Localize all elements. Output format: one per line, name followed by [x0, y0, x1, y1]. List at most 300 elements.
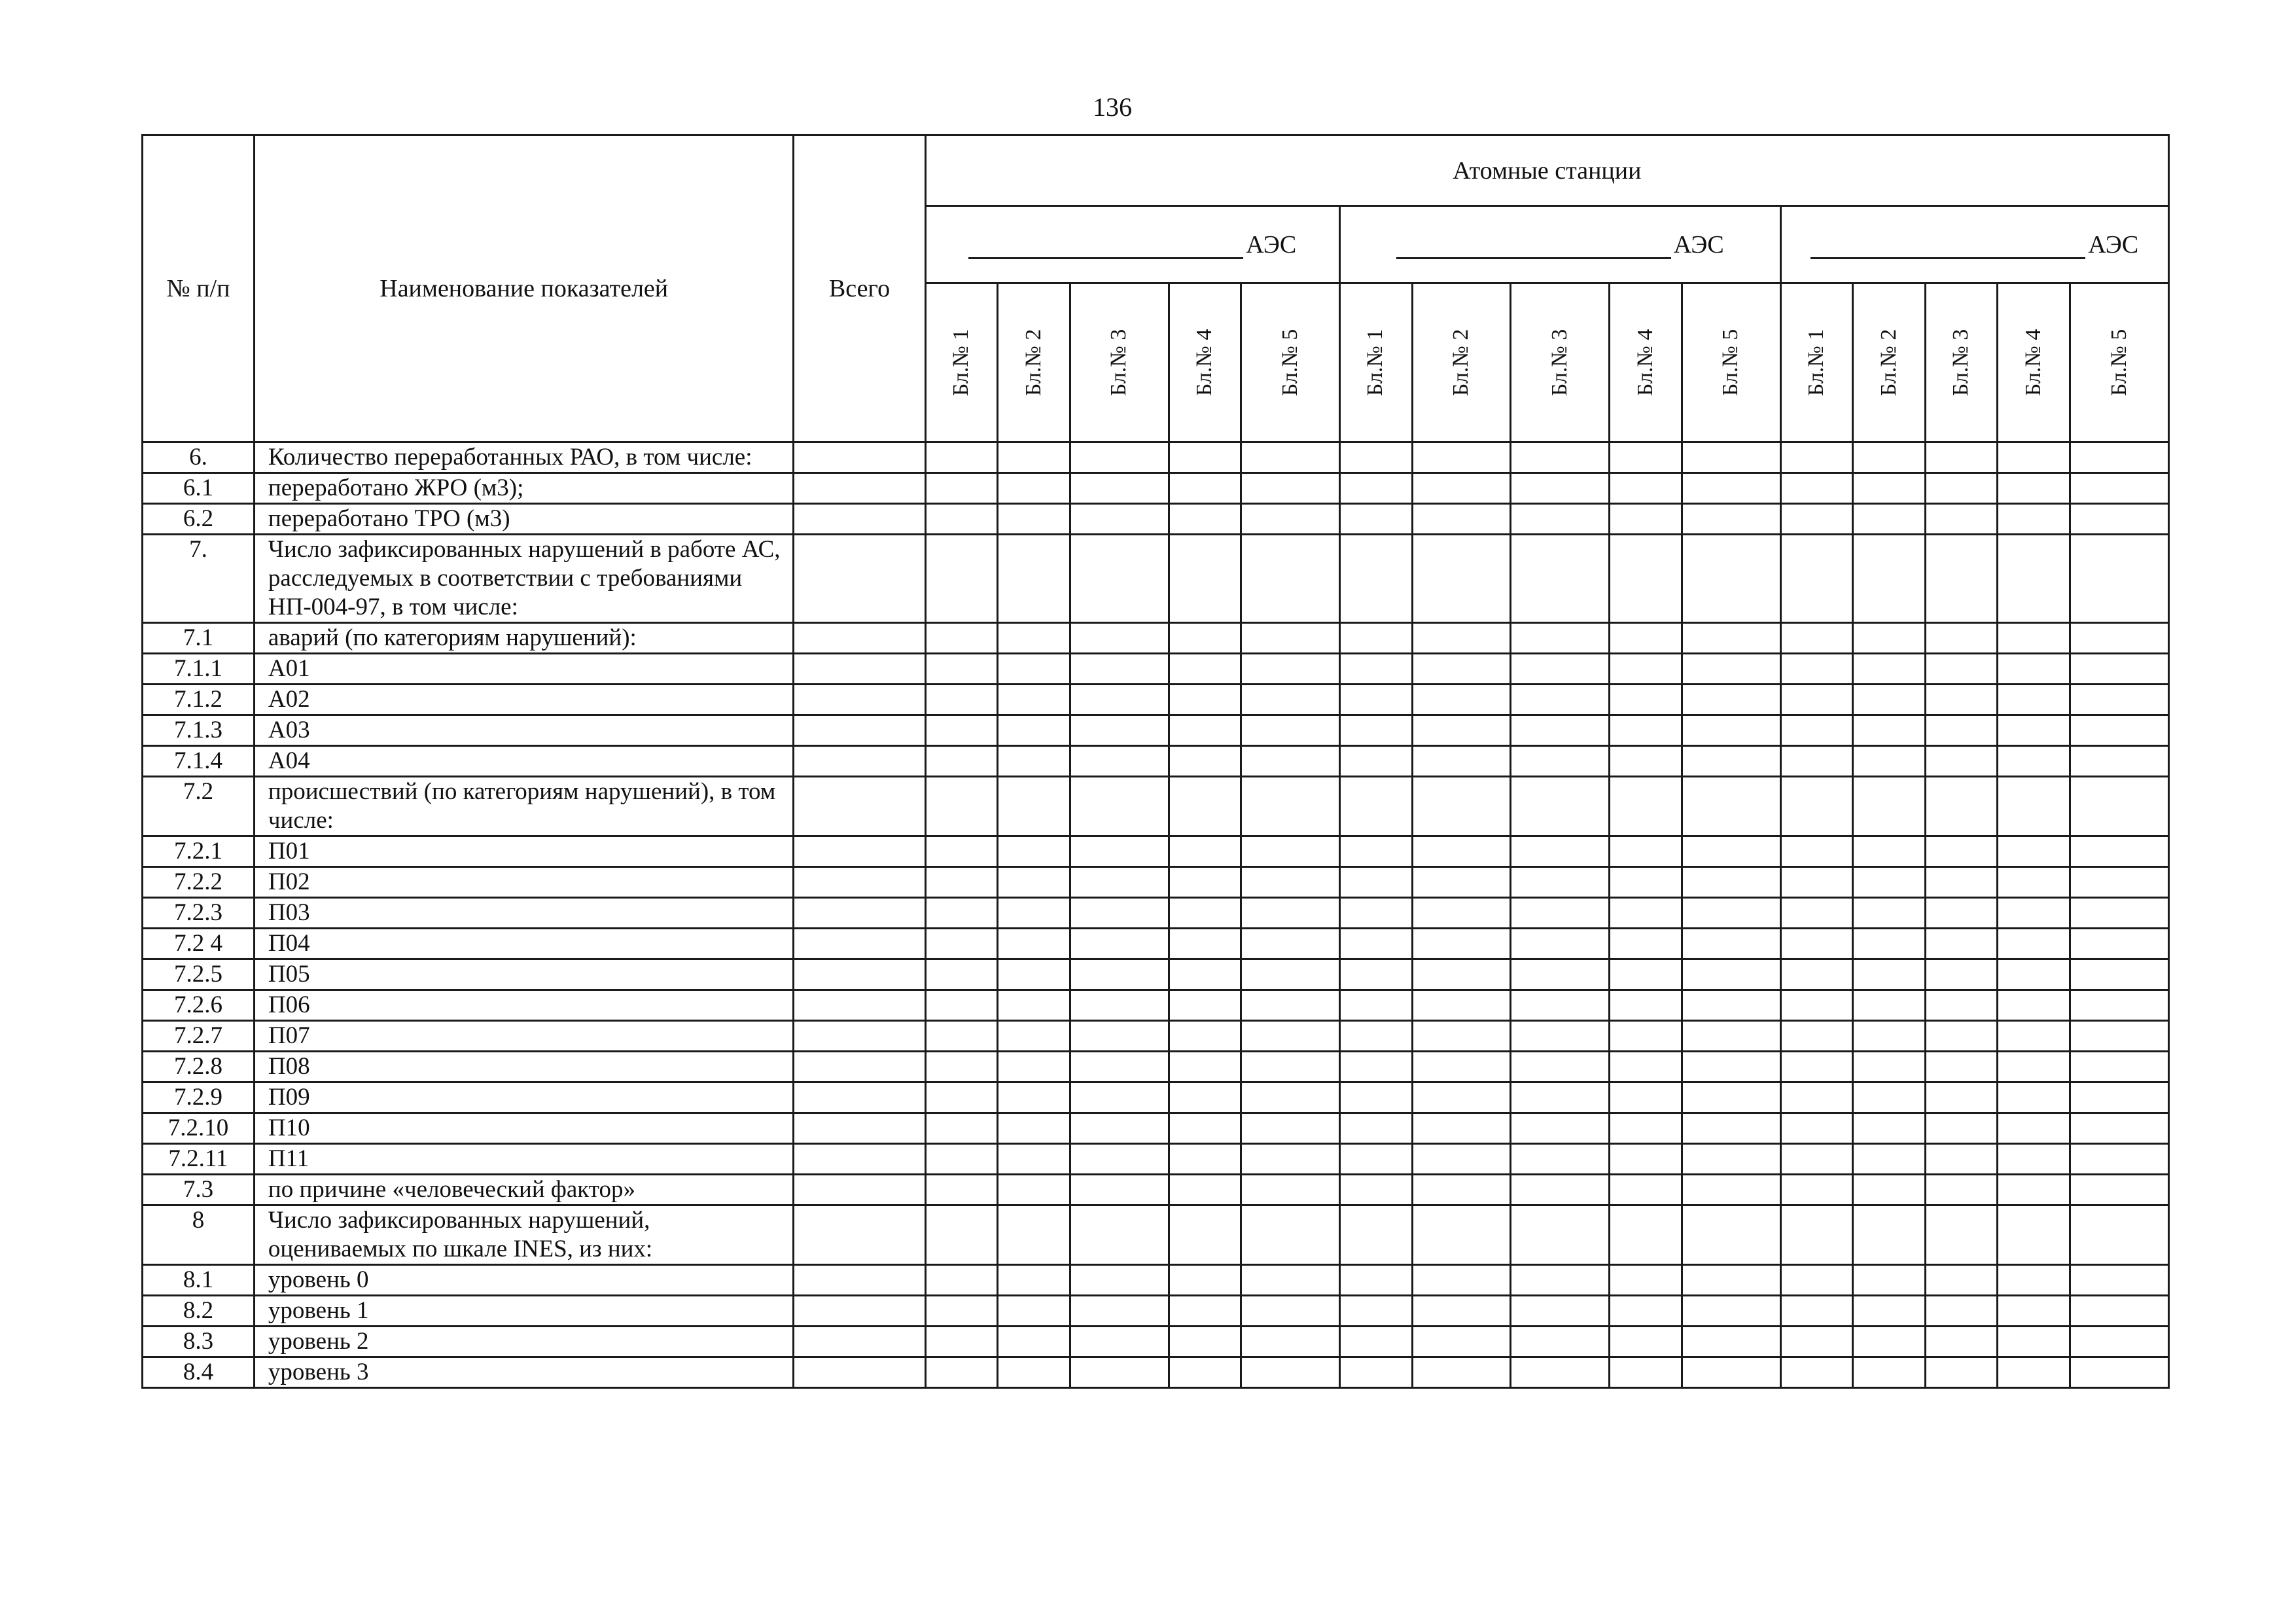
unit-value-cell — [1610, 867, 1682, 898]
unit-value-cell — [1780, 746, 1853, 777]
page-number: 136 — [1093, 92, 1132, 122]
unit-value-cell — [1070, 867, 1169, 898]
unit-value-cell — [1070, 623, 1169, 654]
unit-header — [1610, 283, 1682, 442]
unit-value-cell — [1610, 836, 1682, 867]
unit-value-cell — [1511, 1144, 1610, 1175]
unit-value-cell — [2070, 1113, 2168, 1144]
unit-value-cell — [925, 623, 998, 654]
header-total: Всего — [794, 135, 925, 442]
unit-value-cell — [1682, 1144, 1780, 1175]
unit-value-cell — [1925, 1175, 1998, 1205]
row-number: 8.3 — [143, 1327, 255, 1357]
total-value-cell — [794, 1082, 925, 1113]
unit-value-cell — [998, 777, 1070, 836]
unit-label: Бл.№ 4 — [1192, 329, 1217, 397]
unit-header — [925, 283, 998, 442]
unit-value-cell — [1070, 1205, 1169, 1265]
unit-value-cell — [1610, 1144, 1682, 1175]
table-row — [143, 504, 2169, 535]
unit-value-cell — [998, 1205, 1070, 1265]
row-indicator-name: уровень 2 — [254, 1327, 794, 1357]
unit-label: Бл.№ 5 — [1278, 329, 1303, 397]
unit-header — [1511, 283, 1610, 442]
unit-value-cell — [1925, 1296, 1998, 1327]
unit-value-cell — [998, 746, 1070, 777]
unit-value-cell — [1853, 1021, 1926, 1052]
unit-label: Бл.№ 2 — [1876, 329, 1901, 397]
unit-value-cell — [1339, 1082, 1412, 1113]
unit-value-cell — [2070, 1082, 2168, 1113]
unit-value-cell — [1339, 929, 1412, 959]
row-number: 7.2.5 — [143, 959, 255, 990]
unit-value-cell — [1853, 1082, 1926, 1113]
unit-value-cell — [1853, 654, 1926, 685]
unit-value-cell — [1998, 1113, 2070, 1144]
total-value-cell — [794, 1144, 925, 1175]
unit-value-cell — [1682, 1052, 1780, 1082]
unit-value-cell — [1998, 623, 2070, 654]
row-indicator-name: Число зафиксированных нарушений в работе АС, расследуемых в соответствии с требованиями НП-004-97, в том числе: — [254, 535, 794, 623]
row-number: 8 — [143, 1205, 255, 1265]
row-number: 6.2 — [143, 504, 255, 535]
unit-value-cell — [1998, 867, 2070, 898]
unit-value-cell — [1925, 959, 1998, 990]
unit-value-cell — [1169, 623, 1241, 654]
unit-value-cell — [1412, 1144, 1511, 1175]
unit-value-cell — [1682, 535, 1780, 623]
unit-value-cell — [1070, 1021, 1169, 1052]
unit-value-cell — [1610, 898, 1682, 929]
unit-value-cell — [925, 898, 998, 929]
unit-value-cell — [1511, 1357, 1610, 1388]
unit-value-cell — [1925, 898, 1998, 929]
unit-value-cell — [1169, 1144, 1241, 1175]
unit-value-cell — [1925, 1265, 1998, 1296]
unit-value-cell — [1998, 504, 2070, 535]
unit-value-cell — [1780, 867, 1853, 898]
table-row — [143, 959, 2169, 990]
unit-value-cell — [1780, 1357, 1853, 1388]
unit-value-cell — [1853, 929, 1926, 959]
unit-value-cell — [1169, 473, 1241, 504]
table-row — [143, 654, 2169, 685]
unit-value-cell — [1925, 990, 1998, 1021]
unit-value-cell — [1511, 990, 1610, 1021]
unit-value-cell — [1511, 1113, 1610, 1144]
unit-value-cell — [2070, 898, 2168, 929]
unit-value-cell — [1610, 777, 1682, 836]
table-row — [143, 473, 2169, 504]
unit-value-cell — [2070, 746, 2168, 777]
unit-value-cell — [1998, 746, 2070, 777]
unit-value-cell — [925, 504, 998, 535]
unit-value-cell — [1780, 654, 1853, 685]
unit-value-cell — [1780, 1144, 1853, 1175]
unit-value-cell — [1610, 746, 1682, 777]
row-number: 7.2.2 — [143, 867, 255, 898]
unit-value-cell — [1511, 1082, 1610, 1113]
unit-value-cell — [1169, 1327, 1241, 1357]
unit-header — [1169, 283, 1241, 442]
unit-value-cell — [1339, 746, 1412, 777]
unit-value-cell — [925, 1265, 998, 1296]
unit-value-cell — [1241, 685, 1340, 715]
unit-value-cell — [1998, 959, 2070, 990]
unit-value-cell — [1412, 836, 1511, 867]
unit-label: Бл.№ 5 — [2106, 329, 2131, 397]
row-indicator-name: переработано ЖРО (м3); — [254, 473, 794, 504]
unit-value-cell — [1610, 1296, 1682, 1327]
unit-value-cell — [1339, 777, 1412, 836]
unit-value-cell — [1610, 535, 1682, 623]
unit-value-cell — [998, 715, 1070, 746]
unit-value-cell — [1412, 1052, 1511, 1082]
unit-value-cell — [1412, 777, 1511, 836]
row-indicator-name: П01 — [254, 836, 794, 867]
unit-value-cell — [1998, 715, 2070, 746]
unit-value-cell — [1339, 715, 1412, 746]
table-row — [143, 898, 2169, 929]
unit-value-cell — [1998, 777, 2070, 836]
unit-value-cell — [1070, 685, 1169, 715]
unit-value-cell — [2070, 929, 2168, 959]
unit-value-cell — [1241, 442, 1340, 473]
unit-value-cell — [1511, 715, 1610, 746]
table-row — [143, 746, 2169, 777]
unit-value-cell — [1780, 1021, 1853, 1052]
unit-value-cell — [1853, 990, 1926, 1021]
unit-value-cell — [1780, 1205, 1853, 1265]
unit-value-cell — [1070, 777, 1169, 836]
row-indicator-name: П10 — [254, 1113, 794, 1144]
total-value-cell — [794, 685, 925, 715]
unit-value-cell — [1241, 473, 1340, 504]
unit-value-cell — [998, 1175, 1070, 1205]
unit-value-cell — [1853, 1113, 1926, 1144]
unit-value-cell — [1998, 1082, 2070, 1113]
table-row — [143, 836, 2169, 867]
unit-value-cell — [925, 746, 998, 777]
unit-value-cell — [1998, 1205, 2070, 1265]
unit-value-cell — [1682, 867, 1780, 898]
table-row — [143, 1205, 2169, 1265]
unit-value-cell — [1169, 715, 1241, 746]
unit-value-cell — [925, 777, 998, 836]
unit-value-cell — [1070, 1265, 1169, 1296]
table-row — [143, 1052, 2169, 1082]
row-number: 8.4 — [143, 1357, 255, 1388]
unit-value-cell — [1339, 1265, 1412, 1296]
unit-value-cell — [1925, 473, 1998, 504]
unit-value-cell — [2070, 442, 2168, 473]
unit-value-cell — [1853, 623, 1926, 654]
unit-value-cell — [998, 535, 1070, 623]
unit-value-cell — [1412, 959, 1511, 990]
unit-value-cell — [1070, 836, 1169, 867]
unit-header — [1998, 283, 2070, 442]
unit-label: Бл.№ 4 — [2021, 329, 2046, 397]
station-name-2 — [1339, 206, 1780, 283]
unit-value-cell — [925, 654, 998, 685]
table-row — [143, 685, 2169, 715]
unit-value-cell — [925, 1144, 998, 1175]
row-indicator-name: П03 — [254, 898, 794, 929]
unit-value-cell — [1241, 929, 1340, 959]
unit-value-cell — [1925, 929, 1998, 959]
total-value-cell — [794, 836, 925, 867]
unit-value-cell — [1511, 1021, 1610, 1052]
unit-value-cell — [1169, 959, 1241, 990]
unit-value-cell — [925, 990, 998, 1021]
unit-value-cell — [1241, 777, 1340, 836]
table-row — [143, 623, 2169, 654]
total-value-cell — [794, 1021, 925, 1052]
unit-value-cell — [1339, 535, 1412, 623]
unit-value-cell — [1853, 715, 1926, 746]
unit-value-cell — [998, 1113, 1070, 1144]
unit-value-cell — [1780, 1113, 1853, 1144]
table-row — [143, 1021, 2169, 1052]
unit-value-cell — [1070, 929, 1169, 959]
unit-value-cell — [1169, 1357, 1241, 1388]
unit-value-cell — [1339, 959, 1412, 990]
unit-value-cell — [1070, 535, 1169, 623]
unit-value-cell — [1412, 504, 1511, 535]
row-number: 6. — [143, 442, 255, 473]
header-number: № п/п — [143, 135, 255, 442]
total-value-cell — [794, 1113, 925, 1144]
unit-value-cell — [998, 1265, 1070, 1296]
station-name-1 — [925, 206, 1339, 283]
unit-label: Бл.№ 3 — [1949, 329, 1973, 397]
header-indicator-name: Наименование показателей — [254, 135, 794, 442]
unit-value-cell — [1610, 1082, 1682, 1113]
unit-value-cell — [1412, 1265, 1511, 1296]
unit-value-cell — [1241, 715, 1340, 746]
table-row — [143, 1296, 2169, 1327]
station-name-blank — [1810, 235, 2085, 259]
indicators-table — [141, 134, 2170, 1389]
unit-value-cell — [1610, 715, 1682, 746]
unit-value-cell — [1780, 1327, 1853, 1357]
unit-value-cell — [1241, 1357, 1340, 1388]
unit-value-cell — [1998, 442, 2070, 473]
unit-value-cell — [1610, 685, 1682, 715]
unit-value-cell — [1610, 929, 1682, 959]
unit-value-cell — [1339, 623, 1412, 654]
row-indicator-name: П06 — [254, 990, 794, 1021]
unit-value-cell — [1853, 1052, 1926, 1082]
unit-value-cell — [1070, 1357, 1169, 1388]
row-number: 8.1 — [143, 1265, 255, 1296]
total-value-cell — [794, 898, 925, 929]
row-number: 7.2.7 — [143, 1021, 255, 1052]
unit-value-cell — [1998, 1327, 2070, 1357]
unit-value-cell — [1511, 1327, 1610, 1357]
unit-value-cell — [1780, 929, 1853, 959]
total-value-cell — [794, 1296, 925, 1327]
unit-value-cell — [998, 959, 1070, 990]
unit-value-cell — [1169, 504, 1241, 535]
unit-value-cell — [1925, 504, 1998, 535]
unit-value-cell — [1511, 1296, 1610, 1327]
unit-value-cell — [1511, 929, 1610, 959]
unit-value-cell — [1610, 1175, 1682, 1205]
unit-value-cell — [1412, 867, 1511, 898]
unit-value-cell — [1241, 1113, 1340, 1144]
unit-value-cell — [1412, 685, 1511, 715]
unit-value-cell — [1780, 898, 1853, 929]
unit-value-cell — [1610, 1205, 1682, 1265]
unit-value-cell — [1925, 1327, 1998, 1357]
row-number: 7.1.1 — [143, 654, 255, 685]
unit-value-cell — [1070, 504, 1169, 535]
unit-value-cell — [1853, 867, 1926, 898]
unit-value-cell — [1998, 1175, 2070, 1205]
unit-value-cell — [1998, 1296, 2070, 1327]
row-number: 7.2.10 — [143, 1113, 255, 1144]
row-number: 8.2 — [143, 1296, 255, 1327]
unit-value-cell — [925, 1296, 998, 1327]
unit-value-cell — [1610, 1021, 1682, 1052]
unit-value-cell — [1339, 1357, 1412, 1388]
unit-value-cell — [1780, 535, 1853, 623]
unit-value-cell — [1925, 715, 1998, 746]
unit-value-cell — [998, 1296, 1070, 1327]
row-indicator-name: П11 — [254, 1144, 794, 1175]
unit-value-cell — [1780, 836, 1853, 867]
row-indicator-name: уровень 3 — [254, 1357, 794, 1388]
unit-value-cell — [1169, 867, 1241, 898]
unit-value-cell — [1241, 746, 1340, 777]
row-indicator-name: П08 — [254, 1052, 794, 1082]
unit-value-cell — [1241, 867, 1340, 898]
unit-value-cell — [998, 898, 1070, 929]
unit-value-cell — [1339, 867, 1412, 898]
unit-value-cell — [998, 867, 1070, 898]
unit-value-cell — [1412, 1296, 1511, 1327]
unit-value-cell — [1998, 990, 2070, 1021]
row-indicator-name: А02 — [254, 685, 794, 715]
unit-value-cell — [1339, 1144, 1412, 1175]
row-indicator-name: аварий (по категориям нарушений): — [254, 623, 794, 654]
total-value-cell — [794, 1052, 925, 1082]
table-row — [143, 1144, 2169, 1175]
unit-value-cell — [1412, 442, 1511, 473]
unit-value-cell — [1925, 1113, 1998, 1144]
row-indicator-name: П09 — [254, 1082, 794, 1113]
unit-value-cell — [1241, 1327, 1340, 1357]
unit-value-cell — [1241, 898, 1340, 929]
unit-value-cell — [925, 1205, 998, 1265]
unit-value-cell — [1511, 654, 1610, 685]
unit-label: Бл.№ 2 — [1021, 329, 1046, 397]
unit-value-cell — [2070, 1052, 2168, 1082]
unit-value-cell — [1853, 1357, 1926, 1388]
unit-value-cell — [1412, 929, 1511, 959]
row-indicator-name: уровень 1 — [254, 1296, 794, 1327]
unit-value-cell — [1853, 1175, 1926, 1205]
unit-value-cell — [1070, 715, 1169, 746]
unit-value-cell — [1241, 1205, 1340, 1265]
unit-value-cell — [1780, 473, 1853, 504]
unit-value-cell — [1998, 1357, 2070, 1388]
unit-value-cell — [1412, 898, 1511, 929]
row-number: 7.3 — [143, 1175, 255, 1205]
unit-value-cell — [1853, 685, 1926, 715]
unit-value-cell — [2070, 1205, 2168, 1265]
unit-value-cell — [1070, 1052, 1169, 1082]
unit-value-cell — [925, 1021, 998, 1052]
total-value-cell — [794, 715, 925, 746]
unit-value-cell — [1169, 898, 1241, 929]
unit-value-cell — [1339, 1327, 1412, 1357]
row-number: 7.1 — [143, 623, 255, 654]
table-row — [143, 990, 2169, 1021]
unit-value-cell — [1925, 442, 1998, 473]
unit-value-cell — [2070, 867, 2168, 898]
unit-value-cell — [1925, 1021, 1998, 1052]
unit-value-cell — [998, 990, 1070, 1021]
unit-value-cell — [925, 1082, 998, 1113]
unit-value-cell — [998, 1052, 1070, 1082]
unit-value-cell — [1682, 836, 1780, 867]
unit-value-cell — [1070, 1144, 1169, 1175]
unit-value-cell — [1241, 990, 1340, 1021]
unit-value-cell — [925, 473, 998, 504]
unit-value-cell — [1412, 1205, 1511, 1265]
unit-value-cell — [925, 535, 998, 623]
unit-value-cell — [1682, 1296, 1780, 1327]
unit-value-cell — [1853, 473, 1926, 504]
unit-value-cell — [1241, 1296, 1340, 1327]
unit-value-cell — [1780, 990, 1853, 1021]
unit-label: Бл.№ 3 — [1106, 329, 1131, 397]
unit-value-cell — [1169, 442, 1241, 473]
unit-value-cell — [1511, 685, 1610, 715]
row-indicator-name: П07 — [254, 1021, 794, 1052]
row-indicator-name: Количество переработанных РАО, в том числе: — [254, 442, 794, 473]
total-value-cell — [794, 654, 925, 685]
unit-value-cell — [1682, 442, 1780, 473]
unit-value-cell — [1339, 1113, 1412, 1144]
total-value-cell — [794, 867, 925, 898]
unit-value-cell — [925, 959, 998, 990]
unit-value-cell — [1998, 929, 2070, 959]
row-number: 7.2.1 — [143, 836, 255, 867]
unit-value-cell — [925, 1357, 998, 1388]
unit-value-cell — [1070, 1113, 1169, 1144]
unit-value-cell — [1780, 504, 1853, 535]
row-indicator-name: П04 — [254, 929, 794, 959]
total-value-cell — [794, 990, 925, 1021]
unit-value-cell — [2070, 504, 2168, 535]
total-value-cell — [794, 1327, 925, 1357]
unit-value-cell — [1853, 959, 1926, 990]
total-value-cell — [794, 442, 925, 473]
unit-value-cell — [925, 867, 998, 898]
unit-value-cell — [1682, 990, 1780, 1021]
unit-value-cell — [2070, 1265, 2168, 1296]
unit-value-cell — [1339, 1205, 1412, 1265]
unit-value-cell — [2070, 1296, 2168, 1327]
row-number: 7.2 4 — [143, 929, 255, 959]
unit-value-cell — [1682, 959, 1780, 990]
unit-value-cell — [1412, 1082, 1511, 1113]
unit-value-cell — [1070, 1327, 1169, 1357]
row-number: 7.2 — [143, 777, 255, 836]
